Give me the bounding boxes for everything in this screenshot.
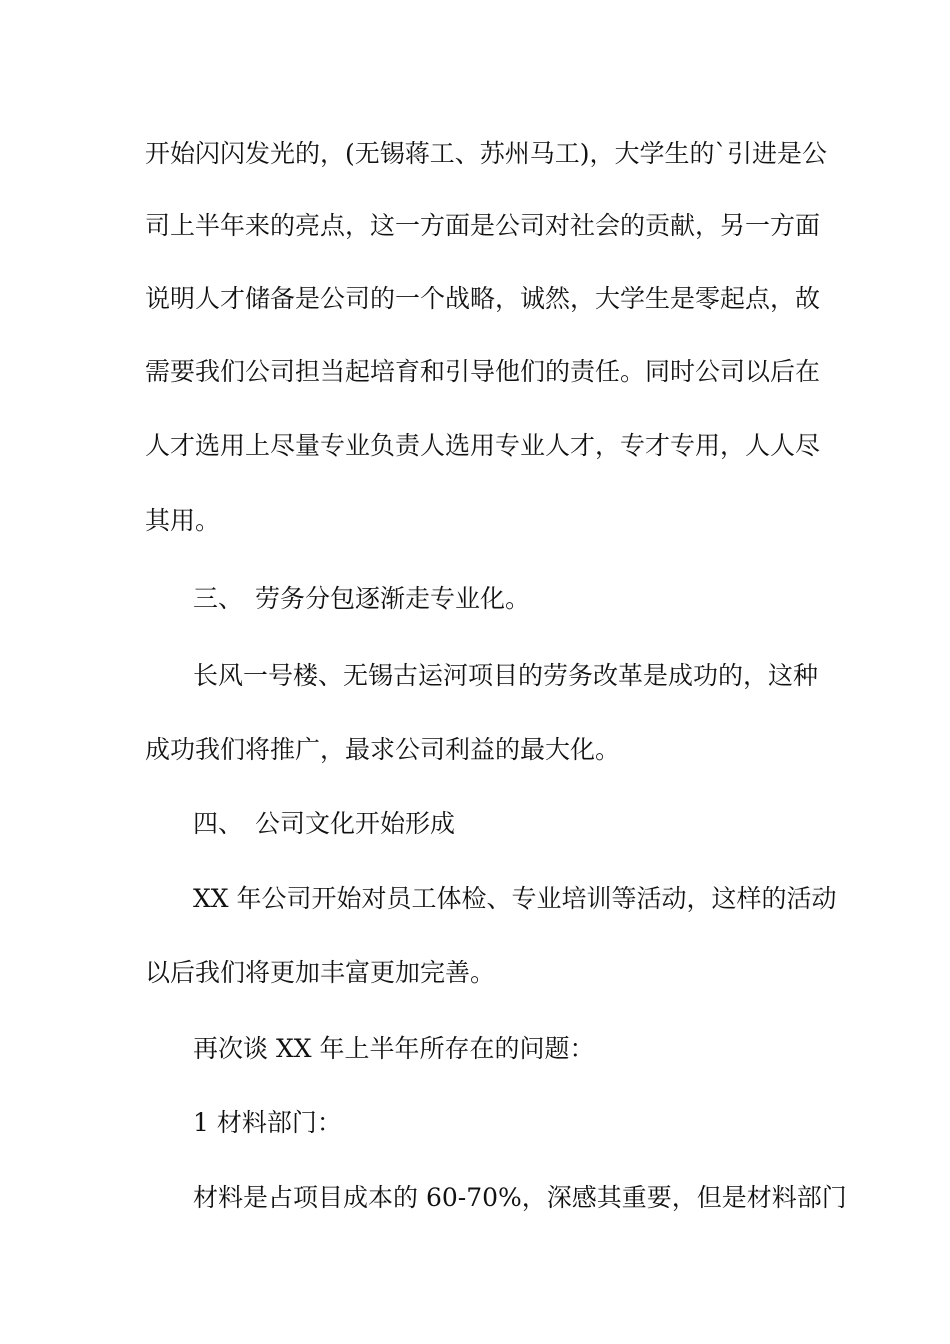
paragraph-line: 其用。	[145, 506, 221, 535]
paragraph-line: 人才选用上尽量专业负责人选用专业人才，专才专用，人人尽	[145, 431, 821, 460]
paragraph-line: 需要我们公司担当起培育和引导他们的责任。同时公司以后在	[145, 357, 821, 386]
paragraph-line: 长风一号楼、无锡古运河项目的劳务改革是成功的，这种	[193, 661, 819, 690]
section-heading-4	[193, 808, 810, 840]
paragraph-line: 成功我们将推广，最求公司利益的最大化。	[145, 735, 621, 764]
section-heading-3	[193, 583, 810, 615]
paragraph-line: 说明人才储备是公司的一个战略，诚然，大学生是零起点，故	[145, 284, 821, 313]
section-number: 三、	[193, 584, 244, 613]
section-title: 公司文化开始形成	[255, 809, 456, 838]
paragraph-line: 司上半年来的亮点，这一方面是公司对社会的贡献，另一方面	[145, 211, 821, 240]
problems-intro: 再次谈 XX 年上半年所存在的问题：	[193, 1034, 595, 1063]
item-title: 1 材料部门：	[193, 1108, 342, 1137]
paragraph-line: 以后我们将更加丰富更加完善。	[145, 958, 496, 987]
section-number: 四、	[193, 809, 244, 838]
section-title: 劳务分包逐渐走专业化。	[255, 584, 531, 613]
paragraph-line: 开始闪闪发光的，(无锡蒋工、苏州马工)，大学生的`引进是公	[145, 139, 828, 168]
paragraph-line: XX 年公司开始对员工体检、专业培训等活动，这样的活动	[193, 884, 837, 913]
paragraph-line: 材料是占项目成本的 60-70%，深感其重要，但是材料部门	[193, 1183, 847, 1212]
